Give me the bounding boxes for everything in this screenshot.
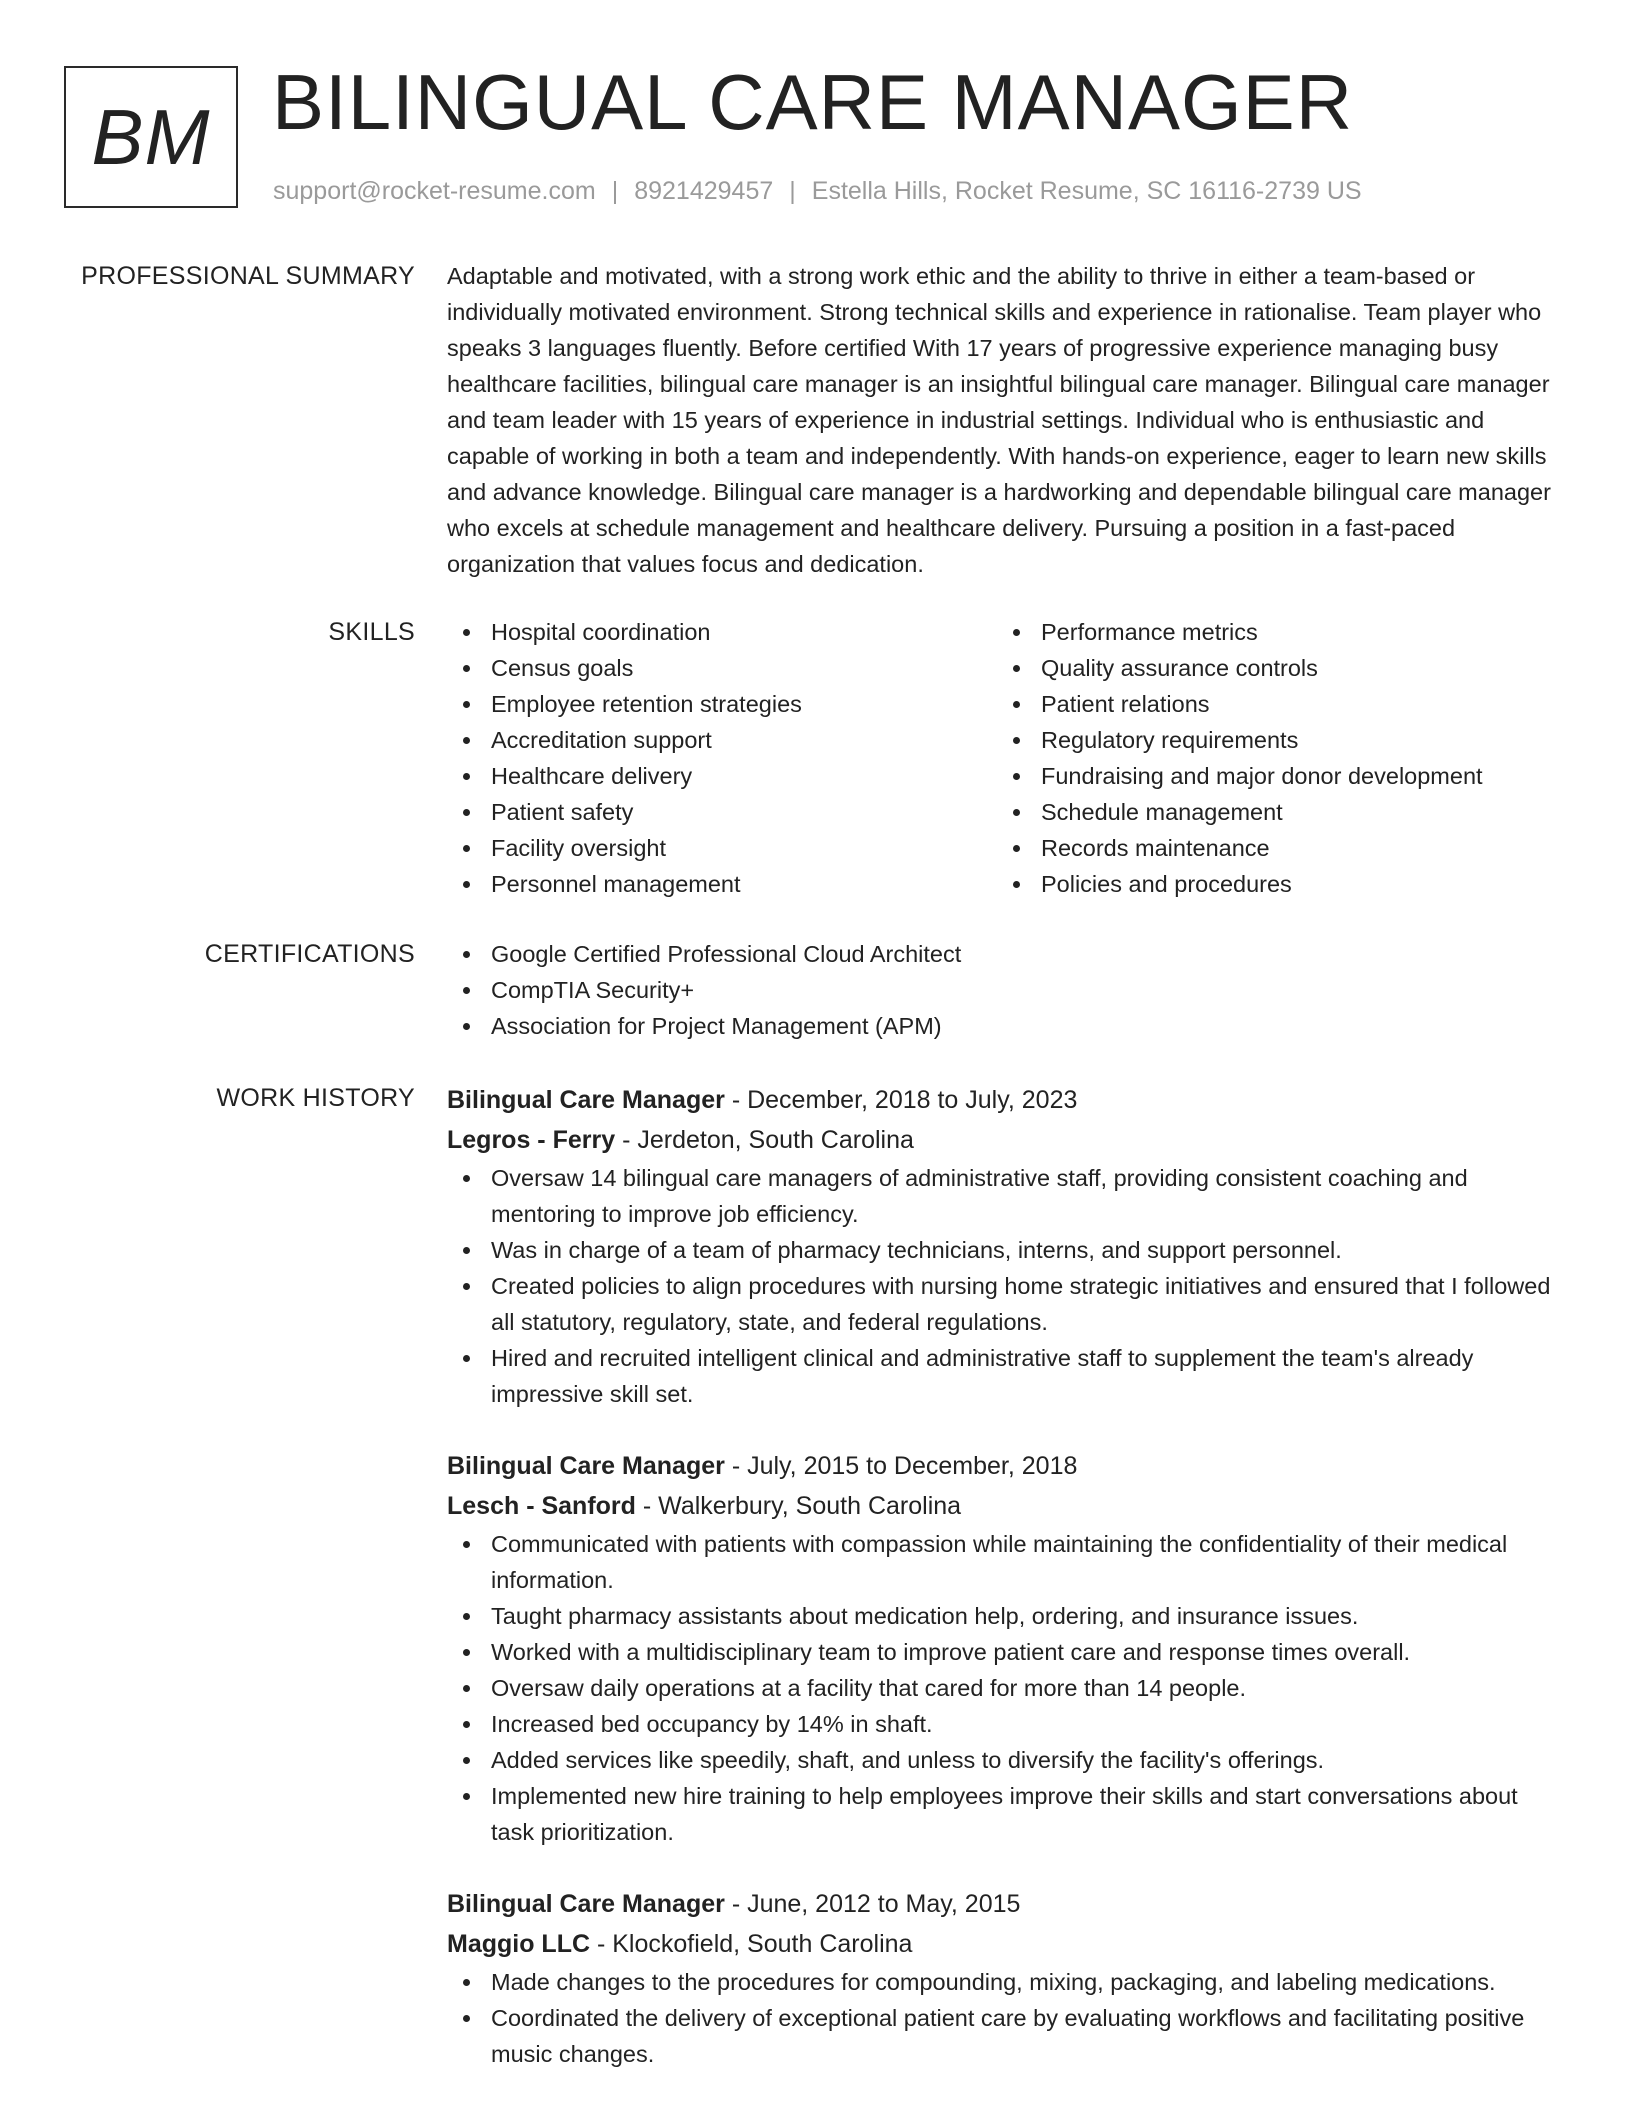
skill-item: Census goals bbox=[447, 650, 997, 686]
job-bullet: Worked with a multidisciplinary team to improve patient care and response times overall. bbox=[447, 1634, 1562, 1670]
job-location: - Walkerbury, South Carolina bbox=[642, 1492, 962, 1520]
job-bullet: Was in charge of a team of pharmacy technicians, interns, and support personnel. bbox=[447, 1232, 1562, 1268]
job-location: - Jerdeton, South Carolina bbox=[622, 1126, 914, 1154]
contact-line bbox=[273, 174, 1362, 208]
job-bullet: Oversaw daily operations at a facility that cared for more than 14 people. bbox=[447, 1670, 1562, 1706]
skill-item: Performance metrics bbox=[997, 614, 1547, 650]
job-dates: - June, 2012 to May, 2015 bbox=[731, 1890, 1021, 1918]
contact-email[interactable]: support@rocket-resume.com bbox=[273, 177, 596, 205]
skill-item: Schedule management bbox=[997, 794, 1547, 830]
job-bullets bbox=[447, 1964, 1562, 2072]
section-label-skills: SKILLS bbox=[328, 618, 415, 646]
job-title-line bbox=[447, 1884, 1562, 1924]
certification-item: Association for Project Management (APM) bbox=[447, 1008, 1562, 1044]
job-title: Bilingual Care Manager bbox=[447, 1890, 725, 1918]
job-dates: - December, 2018 to July, 2023 bbox=[731, 1086, 1078, 1114]
job-bullet: Communicated with patients with compassion while maintaining the confidentiality of their medical information. bbox=[447, 1526, 1562, 1598]
skill-item: Employee retention strategies bbox=[447, 686, 997, 722]
monogram-box bbox=[64, 66, 238, 208]
candidate-name: BILINGUAL CARE MANAGER bbox=[272, 58, 1354, 146]
job-bullet: Increased bed occupancy by 14% in shaft. bbox=[447, 1706, 1562, 1742]
job-company: Lesch - Sanford bbox=[447, 1492, 636, 1520]
job-bullet: Coordinated the delivery of exceptional patient care by evaluating workflows and facilitating positive music changes. bbox=[447, 2000, 1562, 2072]
skill-item: Quality assurance controls bbox=[997, 650, 1547, 686]
job-dates: - July, 2015 to December, 2018 bbox=[731, 1452, 1078, 1480]
contact-phone[interactable]: 8921429457 bbox=[634, 177, 774, 205]
skill-item: Patient safety bbox=[447, 794, 997, 830]
skill-item: Patient relations bbox=[997, 686, 1547, 722]
job-bullet: Added services like speedily, shaft, and unless to diversify the facility's offerings. bbox=[447, 1742, 1562, 1778]
skill-item: Facility oversight bbox=[447, 830, 997, 866]
job-bullets bbox=[447, 1160, 1562, 1412]
job-company-line bbox=[447, 1924, 1562, 1964]
job-company-line bbox=[447, 1486, 1562, 1526]
job-title-line bbox=[447, 1446, 1562, 1486]
job-location: - Klockofield, South Carolina bbox=[596, 1930, 913, 1958]
skills-list-right bbox=[997, 614, 1547, 902]
section-label-work-history: WORK HISTORY bbox=[216, 1084, 415, 1112]
certifications-list bbox=[447, 936, 1562, 1044]
job-bullets bbox=[447, 1526, 1562, 1850]
job-entry bbox=[447, 1080, 1562, 1412]
skill-item: Regulatory requirements bbox=[997, 722, 1547, 758]
monogram-initials: BM bbox=[91, 92, 211, 181]
job-bullet: Created policies to align procedures with nursing home strategic initiatives and ensured that I followed all statutory, regulatory, state, and federal regulations. bbox=[447, 1268, 1562, 1340]
skill-item: Healthcare delivery bbox=[447, 758, 997, 794]
contact-address: Estella Hills, Rocket Resume, SC 16116-2739 US bbox=[811, 177, 1362, 205]
job-bullet: Made changes to the procedures for compounding, mixing, packaging, and labeling medications. bbox=[447, 1964, 1562, 2000]
contact-separator: | bbox=[611, 177, 619, 205]
job-entry bbox=[447, 1446, 1562, 1850]
skill-item: Records maintenance bbox=[997, 830, 1547, 866]
section-label-summary: PROFESSIONAL SUMMARY bbox=[81, 262, 415, 290]
skill-item: Fundraising and major donor development bbox=[997, 758, 1547, 794]
job-bullet: Hired and recruited intelligent clinical and administrative staff to supplement the team's already impressive skill set. bbox=[447, 1340, 1562, 1412]
summary-text: Adaptable and motivated, with a strong work ethic and the ability to thrive in either a team-based or individually motivated environment. Strong technical skills and experience in rationalise. Team player who speaks 3 languages fluently. Before certified With 17 years of progressive experience managing busy healthcare facilities, bilingual care manager is an insightful bilingual care manager. Bilingual care manager and team leader with 15 years of experience in industrial settings. Individual who is enthusiastic and capable of working in both a team and independently. With hands-on experience, eager to learn new skills and advance knowledge. Bilingual care manager is a hardworking and dependable bilingual care manager who excels at schedule management and healthcare delivery. Pursuing a position in a fast-paced organization that values focus and dedication. bbox=[447, 263, 1551, 577]
skills-list-left bbox=[447, 614, 997, 902]
skill-item: Personnel management bbox=[447, 866, 997, 902]
certification-item: CompTIA Security+ bbox=[447, 972, 1562, 1008]
job-company: Legros - Ferry bbox=[447, 1126, 616, 1154]
job-bullet: Implemented new hire training to help employees improve their skills and start conversations about task prioritization. bbox=[447, 1778, 1562, 1850]
job-bullet: Taught pharmacy assistants about medication help, ordering, and insurance issues. bbox=[447, 1598, 1562, 1634]
job-entry bbox=[447, 1884, 1562, 2072]
contact-separator: | bbox=[789, 177, 796, 205]
job-title: Bilingual Care Manager bbox=[447, 1086, 725, 1114]
skill-item: Hospital coordination bbox=[447, 614, 997, 650]
job-title-line bbox=[447, 1080, 1562, 1120]
job-title: Bilingual Care Manager bbox=[447, 1452, 725, 1480]
job-company-line bbox=[447, 1120, 1562, 1160]
skill-item: Policies and procedures bbox=[997, 866, 1547, 902]
job-company: Maggio LLC bbox=[447, 1930, 591, 1958]
skill-item: Accreditation support bbox=[447, 722, 997, 758]
job-bullet: Oversaw 14 bilingual care managers of administrative staff, providing consistent coaching and mentoring to improve job efficiency. bbox=[447, 1160, 1562, 1232]
certification-item: Google Certified Professional Cloud Architect bbox=[447, 936, 1562, 972]
section-label-certifications: CERTIFICATIONS bbox=[204, 940, 415, 968]
